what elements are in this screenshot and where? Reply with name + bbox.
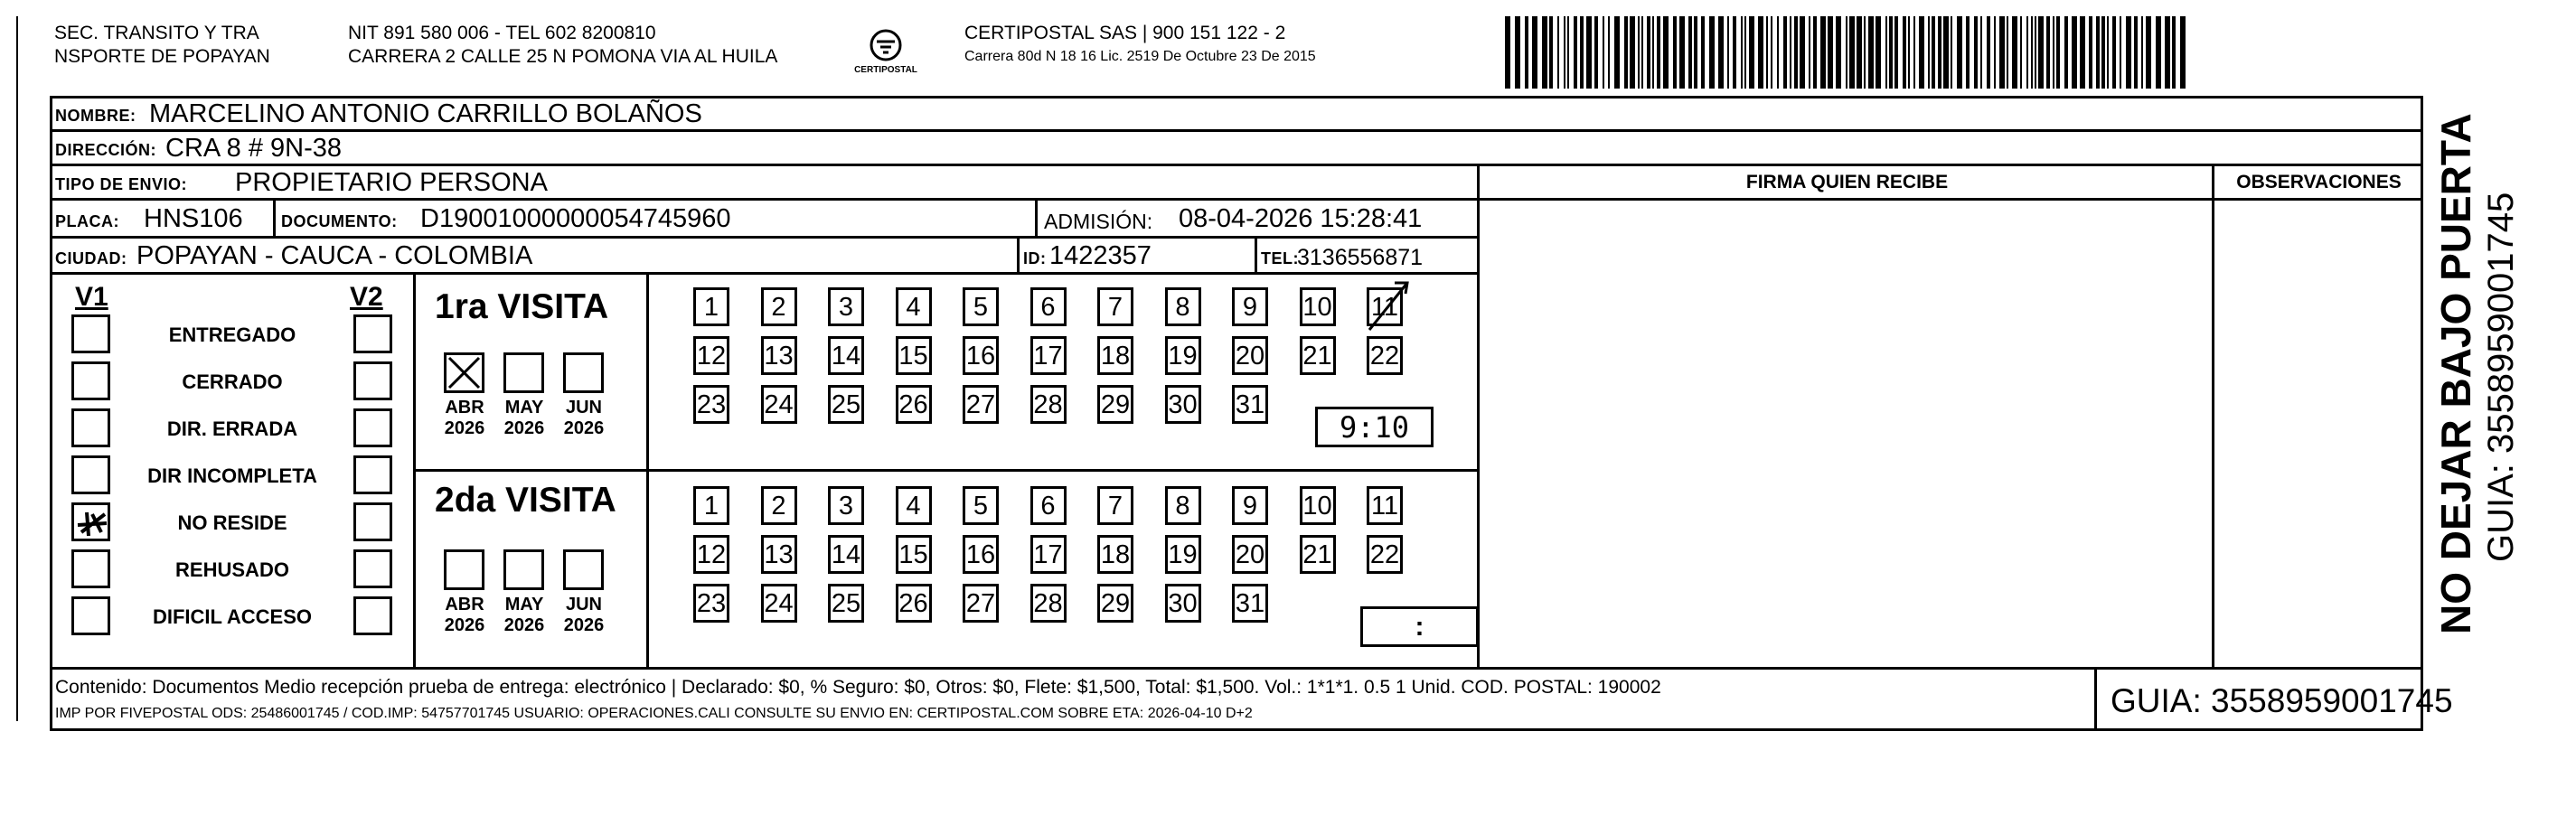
signature-column [1477,166,2214,670]
month-label: JUN [565,595,602,614]
signature-header [1480,166,2214,201]
v1-label: V1 [75,282,108,312]
company-line: CERTIPOSTAL SAS | 900 151 122 - 2 [964,23,1286,43]
year-label: 2026 [503,418,545,438]
barcode-bar [1943,16,1949,89]
barcode-bar [2080,16,2085,89]
barcode-bar [1709,16,1715,89]
day-box[interactable]: 4 [896,486,932,525]
barcode-bar [1557,16,1559,89]
shipment-type: PROPIETARIO PERSONA [235,168,548,197]
month-label: MAY [504,398,544,417]
month-label: JUN [565,398,602,417]
status-label: REHUSADO [175,558,289,581]
barcode-bar [1813,16,1817,89]
day-box[interactable]: 7 [1097,486,1133,525]
footer-print-line: IMP POR FIVEPOSTAL ODS: 25486001745 / COD.IMP: 54757701745 USUARIO: OPERACIONES.CALI CONSULTE SU ENVIO EN: CERTIPOSTAL.COM SOBRE ETA: 2026-04-10 D+2 [55,706,1253,721]
barcode-bar [1641,16,1643,89]
day-box[interactable]: 6 [1030,486,1067,525]
barcode-bar [2038,16,2044,89]
side-guide: GUIA: 3558959001745 [2481,192,2521,562]
barcode-bar [1515,16,1520,89]
v1-checkbox[interactable] [71,455,110,494]
observations-header [2214,166,2423,201]
barcode-bar [1885,16,1887,89]
day-box[interactable]: 6 [1030,287,1067,326]
v1-checkbox[interactable] [71,596,110,635]
v2-checkbox[interactable] [353,408,392,447]
day-box[interactable]: 27 [963,385,999,424]
barcode-bar [2031,16,2033,89]
barcode-bar [2026,16,2028,89]
barcode-bar [1594,16,1598,89]
sender-line-2: NSPORTE DE POPAYAN [54,46,270,67]
status-label: DIR INCOMPLETA [147,464,317,487]
footer-guide: GUIA: 3558959001745 [2111,682,2453,719]
day-box[interactable]: 22 [1367,336,1403,375]
barcode-bar [1630,16,1635,89]
day-box[interactable]: 5 [963,287,999,326]
year-label: 2026 [563,615,605,635]
barcode-bar [1938,16,1941,89]
status-divider [413,275,416,670]
barcode-bar [1608,16,1610,89]
month-checkbox[interactable] [503,549,544,590]
day-box[interactable]: 23 [693,584,729,623]
day-box[interactable]: 25 [828,385,864,424]
barcode-bar [1800,16,1805,89]
barcode-bar [2020,16,2022,89]
day-box[interactable]: 11 [1367,486,1403,525]
v2-checkbox[interactable] [353,314,392,353]
day-box[interactable]: 24 [761,385,797,424]
barcode-bar [1932,16,1935,89]
barcode-bar [1603,16,1604,89]
month-label: ABR [445,398,484,417]
barcode-bar [1657,16,1660,89]
nit-line: NIT 891 580 006 - TEL 602 8200810 [348,23,656,43]
tel-divider [1255,239,1257,272]
id-label: ID: [1023,249,1047,267]
barcode-bar [1868,16,1874,89]
barcode-bar [1727,16,1729,89]
day-box[interactable]: 18 [1097,336,1133,375]
barcode-bar [1794,16,1798,89]
barcode-bar [2053,16,2054,89]
barcode-bar [1744,16,1746,89]
city-value: POPAYAN - CAUCA - COLOMBIA [136,241,533,270]
margin-line [16,16,18,721]
barcode-bar [2156,16,2161,89]
month-label: MAY [504,595,544,614]
barcode-bar [1903,16,1906,89]
day-box[interactable]: 20 [1232,535,1268,574]
v1-checkbox[interactable] [71,314,110,353]
day-box[interactable]: 12 [693,535,729,574]
second-visit-title: 2da VISITA [435,481,616,520]
barcode-bar [1647,16,1650,89]
barcode-bar [2064,16,2068,89]
status-label: DIR. ERRADA [166,417,298,440]
barcode-bar [1718,16,1724,89]
barcode-bar [2089,16,2092,89]
day-box[interactable]: 14 [828,535,864,574]
barcode-bar [1694,16,1697,89]
barcode-bar [1580,16,1584,89]
barcode-bar [1828,16,1833,89]
barcode-bar [2056,16,2060,89]
day-box[interactable]: 18 [1097,535,1133,574]
barcode-bar [1771,16,1772,89]
day-box[interactable]: 16 [963,535,999,574]
barcode-bar [1652,16,1654,89]
day-box[interactable]: 10 [1300,287,1336,326]
observations-label: OBSERVACIONES [2236,172,2402,192]
year-label: 2026 [503,615,545,635]
barcode-bar [1586,16,1592,89]
day-box[interactable]: 9 [1232,486,1268,525]
barcode-bar [1638,16,1640,89]
day-box[interactable]: 25 [828,584,864,623]
city-row [50,239,1480,275]
barcode-bar [2120,16,2121,89]
barcode-bar [1908,16,1910,89]
month-checkbox[interactable] [503,352,544,393]
year-label: 2026 [444,615,485,635]
footer-content-line: Contenido: Documentos Medio recepción prueba de entrega: electrónico | Declarado: $0, % Seguro: $0, Otros: $0, Flete: $1,500, Total: $1,500. Vol.: 1*1*1. 0.5 1 Unid. COD. POSTAL: 190002 [55,677,1661,698]
barcode-bar [1999,16,2005,89]
barcode-bar [2134,16,2138,89]
status-label: CERRADO [182,370,283,393]
barcode-bar [1974,16,1978,89]
day-box[interactable]: 29 [1097,385,1133,424]
barcode-bar [2165,16,2170,89]
barcode-bar [2141,16,2143,89]
barcode-bar [1849,16,1855,89]
month-checkbox[interactable] [444,352,484,393]
day-box[interactable]: 5 [963,486,999,525]
v2-label: V2 [350,282,383,312]
barcode-bar [1783,16,1787,89]
plate-label: PLACA: [55,212,119,230]
v2-checkbox[interactable] [353,455,392,494]
plate-divider [273,201,276,236]
barcode-bar [2012,16,2017,89]
day-box[interactable]: 26 [896,584,932,623]
barcode-bar [1564,16,1565,89]
logo-caption: CERTIPOSTAL [854,65,917,75]
admission-value: 08-04-2026 15:28:41 [1179,204,1423,233]
barcode-bar [1688,16,1692,89]
barcode-bar [1928,16,1930,89]
day-box[interactable]: 31 [1232,584,1268,623]
barcode-bar [2126,16,2131,89]
barcode-bar [1987,16,1990,89]
v2-checkbox[interactable] [353,502,392,541]
day-box[interactable]: 21 [1300,535,1336,574]
barcode-bar [1567,16,1569,89]
check-mark-icon [74,505,110,541]
barcode-bar [1532,16,1537,89]
day-box[interactable]: 30 [1165,584,1201,623]
barcode-bar [1663,16,1669,89]
barcode-bar [1966,16,1970,89]
month-checkbox[interactable] [563,352,604,393]
barcode-bar [2172,16,2176,89]
barcode-bar [1549,16,1553,89]
barcode-bar [1957,16,1962,89]
day-box[interactable]: 24 [761,584,797,623]
v2-checkbox[interactable] [353,596,392,635]
barcode-bar [2146,16,2151,89]
day-box[interactable]: 2 [761,486,797,525]
barcode-bar [1790,16,1791,89]
first-visit-time-box[interactable] [1315,407,1434,447]
barcode-bar [1846,16,1847,89]
day-box[interactable]: 15 [896,535,932,574]
v1-checkbox[interactable] [71,408,110,447]
barcode-bar [1894,16,1898,89]
name-label: NOMBRE: [55,107,136,125]
second-visit-time: : [1415,612,1424,642]
barcode-bar [1701,16,1705,89]
tel-label: TEL: [1261,249,1299,267]
barcode-bar [1574,16,1577,89]
day-box[interactable]: 15 [896,336,932,375]
year-label: 2026 [444,418,485,438]
barcode-bar [1994,16,1996,89]
barcode-bar [2007,16,2008,89]
sender-line-1: SEC. TRANSITO Y TRA [54,23,259,43]
day-box[interactable]: 3 [828,486,864,525]
day-box[interactable]: 22 [1367,535,1403,574]
barcode-bar [1919,16,1924,89]
year-label: 2026 [563,418,605,438]
address-label: DIRECCIÓN: [55,141,156,159]
barcode-bar [1733,16,1736,89]
barcode-bar [1758,16,1763,89]
day-box[interactable]: 10 [1300,486,1336,525]
day-box[interactable]: 23 [693,385,729,424]
visit-section [50,275,1480,670]
footer-row [50,667,2453,731]
month-checkbox[interactable] [444,549,484,590]
id-value: 1422357 [1049,241,1152,270]
status-label: NO RESIDE [177,511,287,534]
address-line: CARRERA 2 CALLE 25 N POMONA VIA AL HUILA [348,46,778,67]
barcode-bar [2096,16,2100,89]
footer-guide-divider [2094,670,2097,731]
day-box[interactable]: 1 [693,287,729,326]
day-box[interactable]: 19 [1165,336,1201,375]
barcode-bar [2035,16,2036,89]
day-box[interactable]: 8 [1165,287,1201,326]
day-box[interactable]: 28 [1030,385,1067,424]
barcode-bar [2107,16,2109,89]
day-box[interactable]: 29 [1097,584,1133,623]
barcode-bar [1679,16,1685,89]
day-box[interactable]: 26 [896,385,932,424]
day-box[interactable]: 1 [693,486,729,525]
day-box[interactable]: 3 [828,287,864,326]
day-box[interactable]: 20 [1232,336,1268,375]
admission-divider [1035,201,1038,236]
id-divider [1017,239,1020,272]
company-address: Carrera 80d N 18 16 Lic. 2519 De Octubre 23 De 2015 [964,49,1316,64]
day-box[interactable]: 17 [1030,535,1067,574]
day-box[interactable]: 30 [1165,385,1201,424]
month-label: ABR [445,595,484,614]
observations-column [2212,166,2423,670]
day-box[interactable]: 9 [1232,287,1268,326]
day-box[interactable]: 17 [1030,336,1067,375]
barcode-bar [1505,16,1510,89]
recipient-name: MARCELINO ANTONIO CARRILLO BOLAÑOS [149,99,702,128]
plate-value: HNS106 [144,204,243,233]
tel-value: 3136556871 [1297,245,1424,270]
barcode-bar [1673,16,1677,89]
day-box[interactable]: 7 [1097,287,1133,326]
day-box[interactable]: 8 [1165,486,1201,525]
barcode-bar [1913,16,1915,89]
visit-divider [416,469,1480,472]
barcode-bar [1741,16,1743,89]
signature-label: FIRMA QUIEN RECIBE [1745,172,1949,192]
shipment-type-label: TIPO DE ENVIO: [55,175,188,193]
type-row [50,166,1480,201]
barcode-bar [1857,16,1862,89]
barcode-bar [1836,16,1841,89]
x-mark-icon [447,355,482,390]
day-box[interactable]: 13 [761,336,797,375]
second-visit-time-box[interactable] [1360,606,1479,647]
barcode-bar [1820,16,1826,89]
plate-row [50,201,1480,239]
first-visit-title: 1ra VISITA [435,287,609,326]
v1-checkbox[interactable] [71,361,110,400]
day-box[interactable]: 19 [1165,535,1201,574]
recipient-address: CRA 8 # 9N-38 [165,134,343,163]
day-box[interactable]: 4 [896,287,932,326]
barcode-bar [1876,16,1881,89]
barcode-bar [1766,16,1768,89]
barcode-bar [2046,16,2050,89]
admission-label: ADMISIÓN: [1044,210,1153,233]
barcode-bar [2180,16,2186,89]
barcode-bar [1809,16,1810,89]
month-checkbox[interactable] [563,549,604,590]
barcode-bar [2072,16,2077,89]
first-visit-time: 9:10 [1339,410,1410,445]
v2-checkbox[interactable] [353,361,392,400]
document-label: DOCUMENTO: [281,212,398,230]
day-box[interactable]: 13 [761,535,797,574]
barcode-bar [1614,16,1620,89]
barcode-bar [1951,16,1952,89]
day-box[interactable]: 16 [963,336,999,375]
barcode-bar [1542,16,1547,89]
status-label: DIFICIL ACCESO [152,605,312,628]
name-row [50,96,2423,132]
day-box[interactable]: 31 [1232,385,1268,424]
day-box[interactable]: 28 [1030,584,1067,623]
v1-checkbox[interactable] [71,549,110,588]
address-row [50,132,2423,166]
day-box[interactable]: 14 [828,336,864,375]
document-value: D19001000000054745960 [420,204,731,233]
barcode-bar [1980,16,1982,89]
barcode-graphic [1505,16,2192,89]
day-box[interactable]: 12 [693,336,729,375]
barcode-bar [1864,16,1866,89]
status-label: ENTREGADO [168,324,296,346]
barcode-bar [1525,16,1528,89]
side-warning: NO DEJAR BAJO PUERTA [2432,113,2479,634]
v2-checkbox[interactable] [353,549,392,588]
barcode-bar [1624,16,1628,89]
certipostal-logo [841,25,931,80]
v1-checkbox[interactable] [71,502,110,541]
day-box[interactable]: 2 [761,287,797,326]
day-box[interactable]: 11 [1367,287,1403,326]
barcode-bar [1889,16,1893,89]
barcode-bar [1777,16,1779,89]
month-divider [646,275,649,670]
barcode-bar [2101,16,2105,89]
barcode [1505,16,2192,89]
barcode-bar [1749,16,1754,89]
day-box[interactable]: 27 [963,584,999,623]
city-label: CIUDAD: [55,249,127,267]
day-box[interactable]: 21 [1300,336,1336,375]
barcode-bar [2112,16,2116,89]
